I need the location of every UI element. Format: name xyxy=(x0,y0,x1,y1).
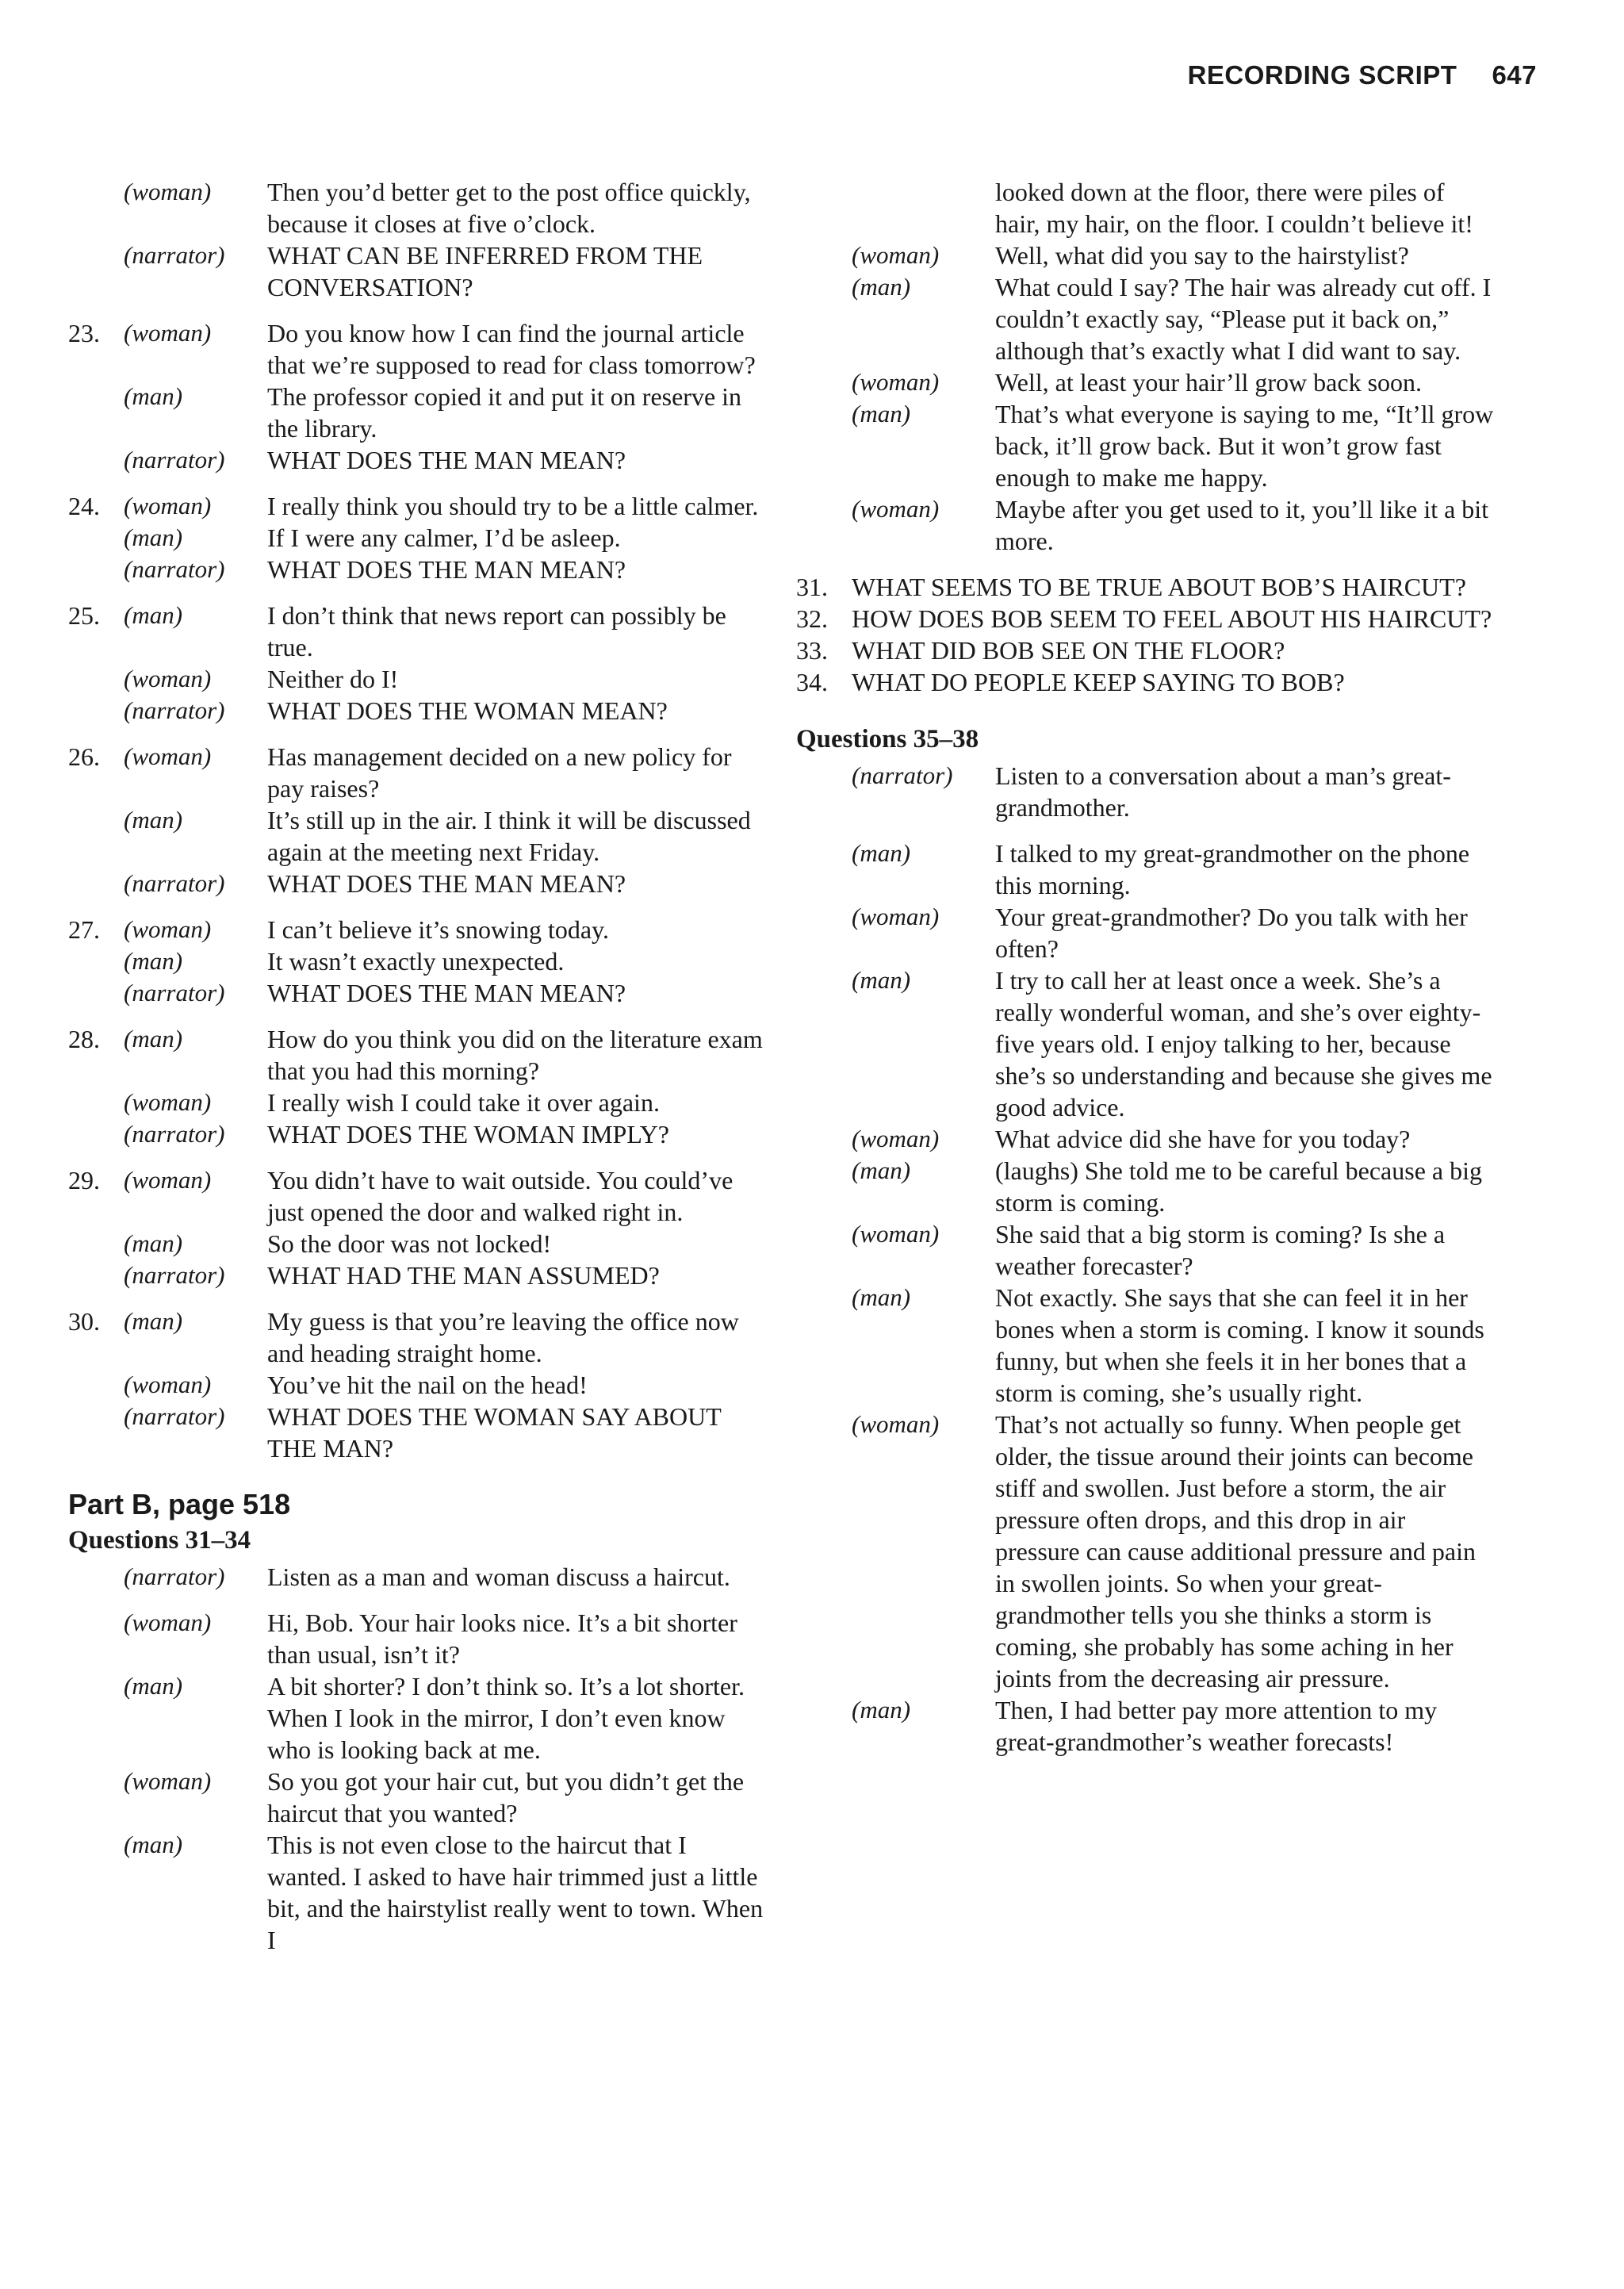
speaker-label: (man) xyxy=(124,947,183,975)
speaker-label: (narrator) xyxy=(124,869,225,897)
spoken-text: Listen to a conversation about a man’s great-grandmother. xyxy=(995,761,1451,822)
question-number: 32. xyxy=(796,604,828,633)
spoken-text: I try to call her at least once a week. She’s a really wonderful woman, and she’s over eighty-five years old. I enjoy talking to her, because she’s so understanding and because she gives me good advice. xyxy=(995,966,1492,1121)
item-number xyxy=(796,398,852,493)
question-item xyxy=(796,635,1494,666)
spoken-text: It wasn’t exactly unexpected. xyxy=(267,947,565,976)
spoken-text: Listen as a man and woman discuss a haircut. xyxy=(267,1562,730,1591)
spoken-text: Then you’d better get to the post office quickly, because it closes at five o’clock. xyxy=(267,178,751,238)
dialogue-line xyxy=(68,1306,766,1369)
spoken-text: You’ve hit the nail on the head! xyxy=(267,1371,588,1399)
left-column xyxy=(68,176,766,1956)
item-number: 23. xyxy=(68,319,100,347)
speaker-label: (woman) xyxy=(124,1371,212,1398)
dialogue-line xyxy=(796,240,1494,271)
dialogue-line xyxy=(796,398,1494,493)
dialogue-line xyxy=(68,522,766,554)
spoken-text: Then, I had better pay more attention to my great-grandmother’s weather forecasts! xyxy=(995,1696,1438,1756)
item-number xyxy=(796,964,852,1123)
part-b-dialogue xyxy=(68,1561,766,1956)
spoken-text: The professor copied it and put it on reserve in the library. xyxy=(267,382,742,443)
speaker-label: (woman) xyxy=(852,1410,940,1438)
dialogue-line xyxy=(796,1123,1494,1155)
speaker-label: (man) xyxy=(124,382,183,410)
speaker-label: (woman) xyxy=(124,1088,212,1116)
spoken-text: Well, at least your hair’ll grow back soon. xyxy=(995,368,1423,397)
item-number xyxy=(68,1607,124,1670)
questions-heading-35-38: Questions 35–38 xyxy=(796,725,979,753)
speaker-label: (man) xyxy=(852,839,911,867)
question-number: 34. xyxy=(796,668,828,696)
spoken-text: looked down at the floor, there were piles of hair, my hair, on the floor. I couldn’t believe it! xyxy=(995,178,1473,238)
speaker-label: (man) xyxy=(852,1156,911,1184)
question-text: WHAT DID BOB SEE ON THE FLOOR? xyxy=(852,636,1285,665)
question-number: 33. xyxy=(796,636,828,665)
item-number xyxy=(68,240,124,303)
dialogue-line xyxy=(68,1670,766,1766)
dialogue-line xyxy=(68,1607,766,1670)
item-number: 24. xyxy=(68,492,100,520)
right-dialogue xyxy=(796,176,1494,557)
spoken-text: WHAT DOES THE WOMAN MEAN? xyxy=(267,696,668,725)
speaker-label: (woman) xyxy=(852,903,940,930)
item-number xyxy=(796,271,852,366)
dialogue-line xyxy=(68,176,766,240)
question-item xyxy=(796,666,1494,698)
speaker-label: (man) xyxy=(124,523,183,551)
spacer xyxy=(68,899,766,914)
speaker-label: (woman) xyxy=(124,1767,212,1795)
dialogue-line xyxy=(68,945,766,977)
speaker-label: (woman) xyxy=(124,665,212,692)
page-number: 647 xyxy=(1492,60,1537,90)
item-number xyxy=(796,760,852,823)
dialogue-line xyxy=(68,381,766,444)
speaker-label: (narrator) xyxy=(124,696,225,724)
item-number xyxy=(68,663,124,695)
spoken-text: WHAT DOES THE WOMAN IMPLY? xyxy=(267,1120,669,1148)
speaker-label: (narrator) xyxy=(124,241,225,269)
spoken-text: Your great-grandmother? Do you talk with her often? xyxy=(995,903,1468,963)
spoken-text: How do you think you did on the literature exam that you had this morning? xyxy=(267,1025,763,1085)
speaker-label: (narrator) xyxy=(124,1120,225,1148)
item-number xyxy=(68,1118,124,1150)
speaker-label: (woman) xyxy=(852,1220,940,1248)
dialogue-line xyxy=(68,600,766,663)
dialogue-line xyxy=(68,914,766,945)
dialogue-line xyxy=(68,1023,766,1087)
spacer xyxy=(68,1593,766,1607)
spoken-text: WHAT DOES THE WOMAN SAY ABOUT THE MAN? xyxy=(267,1402,722,1463)
questions-heading-31-34: Questions 31–34 xyxy=(68,1526,251,1555)
item-number xyxy=(796,493,852,557)
speaker-label: (woman) xyxy=(124,742,212,770)
speaker-label: (man) xyxy=(124,806,183,834)
speaker-label: (man) xyxy=(124,1229,183,1257)
speaker-label: (woman) xyxy=(852,495,940,523)
dialogue-line xyxy=(68,1829,766,1956)
speaker-label: (woman) xyxy=(124,915,212,943)
spoken-text: I really think you should try to be a little calmer. xyxy=(267,492,759,520)
dialogue-line xyxy=(68,1369,766,1401)
left-dialogue xyxy=(68,176,766,1464)
spoken-text: It’s still up in the air. I think it will be discussed again at the meeting next Friday. xyxy=(267,806,751,866)
right-column xyxy=(796,176,1494,1758)
spacer xyxy=(68,1150,766,1164)
dialogue-line xyxy=(68,977,766,1009)
speaker-label: (woman) xyxy=(852,368,940,396)
speaker-label: (man) xyxy=(124,1672,183,1700)
item-number xyxy=(796,1123,852,1155)
spoken-text: WHAT CAN BE INFERRED FROM THE CONVERSATION? xyxy=(267,241,703,301)
spacer xyxy=(796,557,1494,571)
item-number: 30. xyxy=(68,1307,100,1336)
spoken-text: So you got your hair cut, but you didn’t get the haircut that you wanted? xyxy=(267,1767,745,1827)
speaker-label: (narrator) xyxy=(124,446,225,474)
dialogue-line xyxy=(68,1164,766,1228)
item-number xyxy=(68,176,124,240)
speaker-label: (woman) xyxy=(124,1608,212,1636)
dialogue-line xyxy=(68,444,766,476)
item-number xyxy=(796,176,852,240)
item-number: 26. xyxy=(68,742,100,771)
speaker-label: (man) xyxy=(124,1831,183,1858)
spoken-text: You didn’t have to wait outside. You could’ve just opened the door and walked right in. xyxy=(267,1166,733,1226)
item-number xyxy=(68,1401,124,1464)
item-number xyxy=(68,381,124,444)
spoken-text: WHAT DOES THE MAN MEAN? xyxy=(267,555,626,584)
dialogue-line xyxy=(796,176,1494,240)
item-number xyxy=(796,366,852,398)
item-number xyxy=(68,977,124,1009)
speaker-label: (narrator) xyxy=(124,1562,225,1590)
spoken-text: Not exactly. She says that she can feel it in her bones when a storm is coming. I know it sounds funny, but when she feels it in her bones that a storm is coming, she’s usually right. xyxy=(995,1283,1484,1407)
speaker-label: (woman) xyxy=(124,178,212,205)
dialogue-line xyxy=(68,317,766,381)
dialogue-line xyxy=(68,1260,766,1291)
question-text: WHAT SEEMS TO BE TRUE ABOUT BOB’S HAIRCUT? xyxy=(852,573,1466,601)
spoken-text: My guess is that you’re leaving the office now and heading straight home. xyxy=(267,1307,739,1367)
item-number xyxy=(796,901,852,964)
spoken-text: That’s not actually so funny. When people get older, the tissue around their joints can become stiff and swollen. Just before a storm, the air pressure often drops, and this drop in air pressure can cause additional pressure and pain in swollen joints. So when your great-grandmother tells you she thinks a storm is coming, she probably has some aching in her joints from the decreasing air pressure. xyxy=(995,1410,1476,1693)
speaker-label xyxy=(852,176,995,240)
question-text: HOW DOES BOB SEEM TO FEEL ABOUT HIS HAIRCUT? xyxy=(852,604,1492,633)
spoken-text: Well, what did you say to the hairstylist? xyxy=(995,241,1409,270)
speaker-label: (woman) xyxy=(124,319,212,347)
dialogue-line xyxy=(796,1694,1494,1758)
item-number xyxy=(796,1409,852,1694)
dialogue-line xyxy=(68,554,766,585)
speaker-label: (narrator) xyxy=(124,1402,225,1430)
speaker-label: (woman) xyxy=(124,492,212,520)
speaker-label: (woman) xyxy=(852,241,940,269)
question-text: WHAT DO PEOPLE KEEP SAYING TO BOB? xyxy=(852,668,1345,696)
item-number xyxy=(68,1369,124,1401)
dialogue-line xyxy=(796,366,1494,398)
item-number xyxy=(68,522,124,554)
dialogue-line xyxy=(796,964,1494,1123)
dialogue-line xyxy=(796,1218,1494,1282)
dialogue-line xyxy=(68,490,766,522)
item-number xyxy=(68,804,124,868)
speaker-label: (man) xyxy=(852,1283,911,1311)
dialogue-line xyxy=(68,868,766,899)
dialogue-line xyxy=(68,695,766,727)
question-item xyxy=(796,603,1494,635)
dialogue-line xyxy=(68,804,766,868)
item-number: 27. xyxy=(68,915,100,944)
spoken-text: (laughs) She told me to be careful because a big storm is coming. xyxy=(995,1156,1482,1217)
spoken-text: I don’t think that news report can possibly be true. xyxy=(267,601,726,661)
speaker-label: (man) xyxy=(852,273,911,301)
item-number xyxy=(68,1766,124,1829)
spacer xyxy=(68,585,766,600)
dialogue-line xyxy=(68,741,766,804)
spoken-text: WHAT DOES THE MAN MEAN? xyxy=(267,446,626,474)
speaker-label: (woman) xyxy=(124,1166,212,1194)
spoken-text: Hi, Bob. Your hair looks nice. It’s a bit shorter than usual, isn’t it? xyxy=(267,1608,737,1669)
dialogue-line xyxy=(796,838,1494,901)
dialogue-line xyxy=(796,493,1494,557)
dialogue-line xyxy=(68,1228,766,1260)
item-number xyxy=(68,1670,124,1766)
dialogue-line xyxy=(68,1401,766,1464)
speaker-label: (woman) xyxy=(852,1125,940,1152)
dialogue-line xyxy=(68,1087,766,1118)
item-number xyxy=(796,1694,852,1758)
speaker-label: (man) xyxy=(124,601,183,629)
speaker-label: (man) xyxy=(852,1696,911,1723)
item-number: 29. xyxy=(68,1166,100,1194)
spoken-text: If I were any calmer, I’d be asleep. xyxy=(267,523,621,552)
dialogue-line xyxy=(796,760,1494,823)
item-number xyxy=(68,444,124,476)
item-number: 28. xyxy=(68,1025,100,1053)
spoken-text: WHAT DOES THE MAN MEAN? xyxy=(267,979,626,1007)
spoken-text: She said that a big storm is coming? Is she a weather forecaster? xyxy=(995,1220,1446,1280)
item-number xyxy=(68,1087,124,1118)
item-number xyxy=(68,868,124,899)
spoken-text: Neither do I! xyxy=(267,665,399,693)
spacer xyxy=(68,727,766,741)
speaker-label: (man) xyxy=(852,400,911,428)
spacer xyxy=(68,303,766,317)
spoken-text: I talked to my great-grandmother on the phone this morning. xyxy=(995,839,1470,899)
speaker-label: (man) xyxy=(852,966,911,994)
item-number xyxy=(68,1228,124,1260)
item-number xyxy=(68,554,124,585)
spoken-text: Do you know how I can find the journal article that we’re supposed to read for class tomorrow? xyxy=(267,319,756,379)
running-head-title: RECORDING SCRIPT xyxy=(1187,60,1457,90)
item-number xyxy=(68,695,124,727)
item-number xyxy=(796,838,852,901)
spoken-text: A bit shorter? I don’t think so. It’s a lot shorter. When I look in the mirror, I don’t even know who is looking back at me. xyxy=(267,1672,745,1764)
speaker-label: (narrator) xyxy=(124,555,225,583)
spacer xyxy=(68,1291,766,1306)
running-head xyxy=(1188,60,1537,90)
item-number xyxy=(68,1260,124,1291)
question-number: 31. xyxy=(796,573,828,601)
dialogue-line xyxy=(68,1561,766,1593)
dialogue-line xyxy=(68,1766,766,1829)
question-item xyxy=(796,571,1494,603)
speaker-label: (man) xyxy=(124,1025,183,1052)
spoken-text: Maybe after you get used to it, you’ll like it a bit more. xyxy=(995,495,1489,555)
spoken-text: That’s what everyone is saying to me, “It’ll grow back, it’ll grow back. But it won’t grow fast enough to make me happy. xyxy=(995,400,1494,492)
spacer xyxy=(796,823,1494,838)
dialogue-line xyxy=(796,1409,1494,1694)
item-number: 25. xyxy=(68,601,100,630)
spoken-text: I can’t believe it’s snowing today. xyxy=(267,915,610,944)
dialogue-line xyxy=(796,901,1494,964)
dialogue-line xyxy=(796,1282,1494,1409)
spoken-text: WHAT HAD THE MAN ASSUMED? xyxy=(267,1261,660,1290)
spoken-text: What advice did she have for you today? xyxy=(995,1125,1411,1153)
spoken-text: WHAT DOES THE MAN MEAN? xyxy=(267,869,626,898)
dialogue-line xyxy=(68,240,766,303)
section-title: Part B, page 518 xyxy=(68,1488,291,1520)
item-number xyxy=(796,1155,852,1218)
dialogue-line xyxy=(796,1155,1494,1218)
item-number xyxy=(796,1218,852,1282)
dialogue-line xyxy=(68,1118,766,1150)
dialogue-line xyxy=(796,271,1494,366)
item-number xyxy=(796,240,852,271)
spoken-text: Has management decided on a new policy for pay raises? xyxy=(267,742,732,803)
dialogue-line xyxy=(68,663,766,695)
spoken-text: What could I say? The hair was already cut off. I couldn’t exactly say, “Please put it back on,” although that’s exactly what I did want to say. xyxy=(995,273,1492,365)
speaker-label: (man) xyxy=(124,1307,183,1335)
question-list-31-34 xyxy=(796,571,1494,698)
speaker-label: (narrator) xyxy=(124,979,225,1006)
item-number xyxy=(68,945,124,977)
speaker-label: (narrator) xyxy=(124,1261,225,1289)
item-number xyxy=(68,1561,124,1593)
item-number xyxy=(796,1282,852,1409)
spoken-text: I really wish I could take it over again. xyxy=(267,1088,660,1117)
spacer xyxy=(68,476,766,490)
spoken-text: So the door was not locked! xyxy=(267,1229,552,1258)
dialogue-35-38 xyxy=(796,760,1494,1758)
speaker-label: (narrator) xyxy=(852,761,953,789)
spacer xyxy=(68,1009,766,1023)
item-number xyxy=(68,1829,124,1956)
spoken-text: This is not even close to the haircut that I wanted. I asked to have hair trimmed just a little bit, and the hairstylist really went to town. When I xyxy=(267,1831,764,1954)
